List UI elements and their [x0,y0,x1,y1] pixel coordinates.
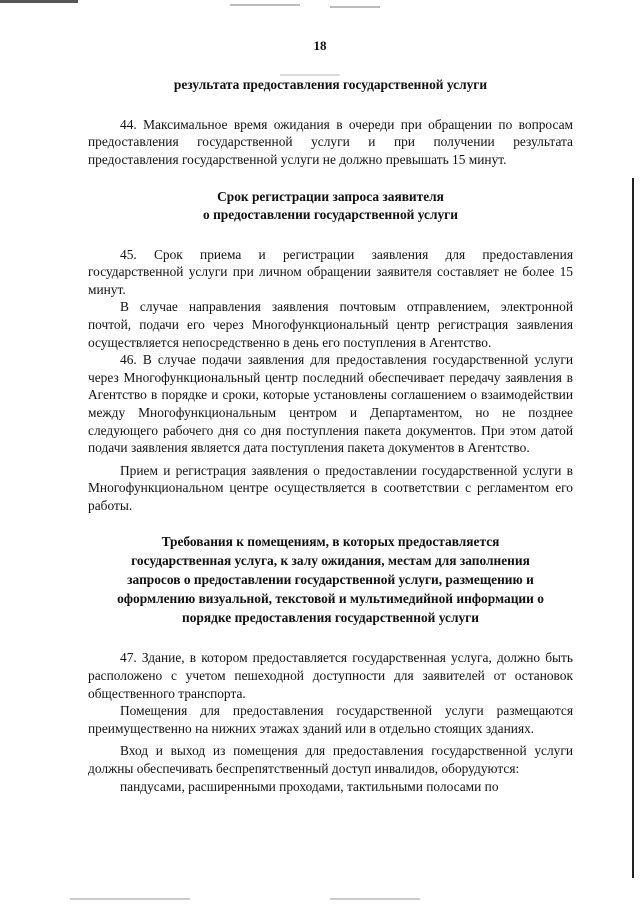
heading-line: Требования к помещениям, в которых предоставляется [161,534,500,550]
paragraph-47-cont: Помещения для предоставления государственной услуги размещаются преимущественно на нижних этажах зданий или в отдельно стоящих зданиях. [88,703,573,736]
heading-line: Срок регистрации запроса заявителя [217,189,444,205]
paragraph-45-cont: В случае направления заявления почтовым отправлением, электронной почтой, подачи его через Многофункциональный центр регистрация заявления осуществляется непосредственно в день его поступления в Агентство. [88,299,573,350]
scan-artifact [70,898,190,900]
scan-margin-line [632,178,634,878]
paragraph-47-list: пандусами, расширенными проходами, тактильными полосами по [120,778,499,794]
document-body [88,76,573,795]
scan-artifact [230,4,300,6]
heading-line: порядке предоставления государственной услуги [182,610,479,626]
heading-line: о предоставлении государственной услуги [203,206,458,222]
scan-edge-mark [0,0,78,3]
scan-artifact [330,898,420,900]
section-heading-registration [88,188,573,223]
paragraph-45: 45. Срок приема и регистрации заявления для предоставления государственной услуги при личном обращении заявителя составляет не более 15 минут. [88,246,573,297]
paragraph-47-access: Вход и выход из помещения для предоставления государственной услуги должны обеспечивать беспрепятственный доступ инвалидов, оборудуются: [88,743,573,777]
heading-line: оформлению визуальной, текстовой и мультимедийной информации о [117,591,544,607]
paragraph-47: 47. Здание, в котором предоставляется государственная услуга, должно быть расположено с учетом пешеходной доступности для заявителей от остановок общественного транспорта. [88,650,573,701]
paragraph-46: 46. В случае подачи заявления для предоставления государственной услуги через Многофункциональный центр последний обеспечивает передачу заявления в Агентство в порядке и сроки, которые установлены соглашением о взаимодействии между Многофункциональным центром и Департаментом, но не позднее следующего рабочего дня со дня поступления пакета документов. При этом датой подачи заявления является дата поступления пакета документов в Агентство. [88,352,573,456]
heading-line: государственная услуга, к залу ожидания, местам для заполнения [131,553,530,569]
paragraph-46-cont: Прием и регистрация заявления о предоставлении государственной услуги в Многофункциональном центре осуществляется в соответствии с регламентом его работы. [88,462,573,513]
section-heading: результата предоставления государственной услуги [173,77,488,92]
scan-artifact [330,6,380,8]
section-heading-premises [88,532,573,627]
heading-line: запросов о предоставлении государственной услуги, размещению и [127,572,534,588]
page-number: 18 [313,38,327,53]
paragraph-44: 44. Максимальное время ожидания в очереди при обращении по вопросам предоставления государственной услуги и при получении результата предоставления государственной услуги не должно превышать 15 минут. [88,116,573,167]
